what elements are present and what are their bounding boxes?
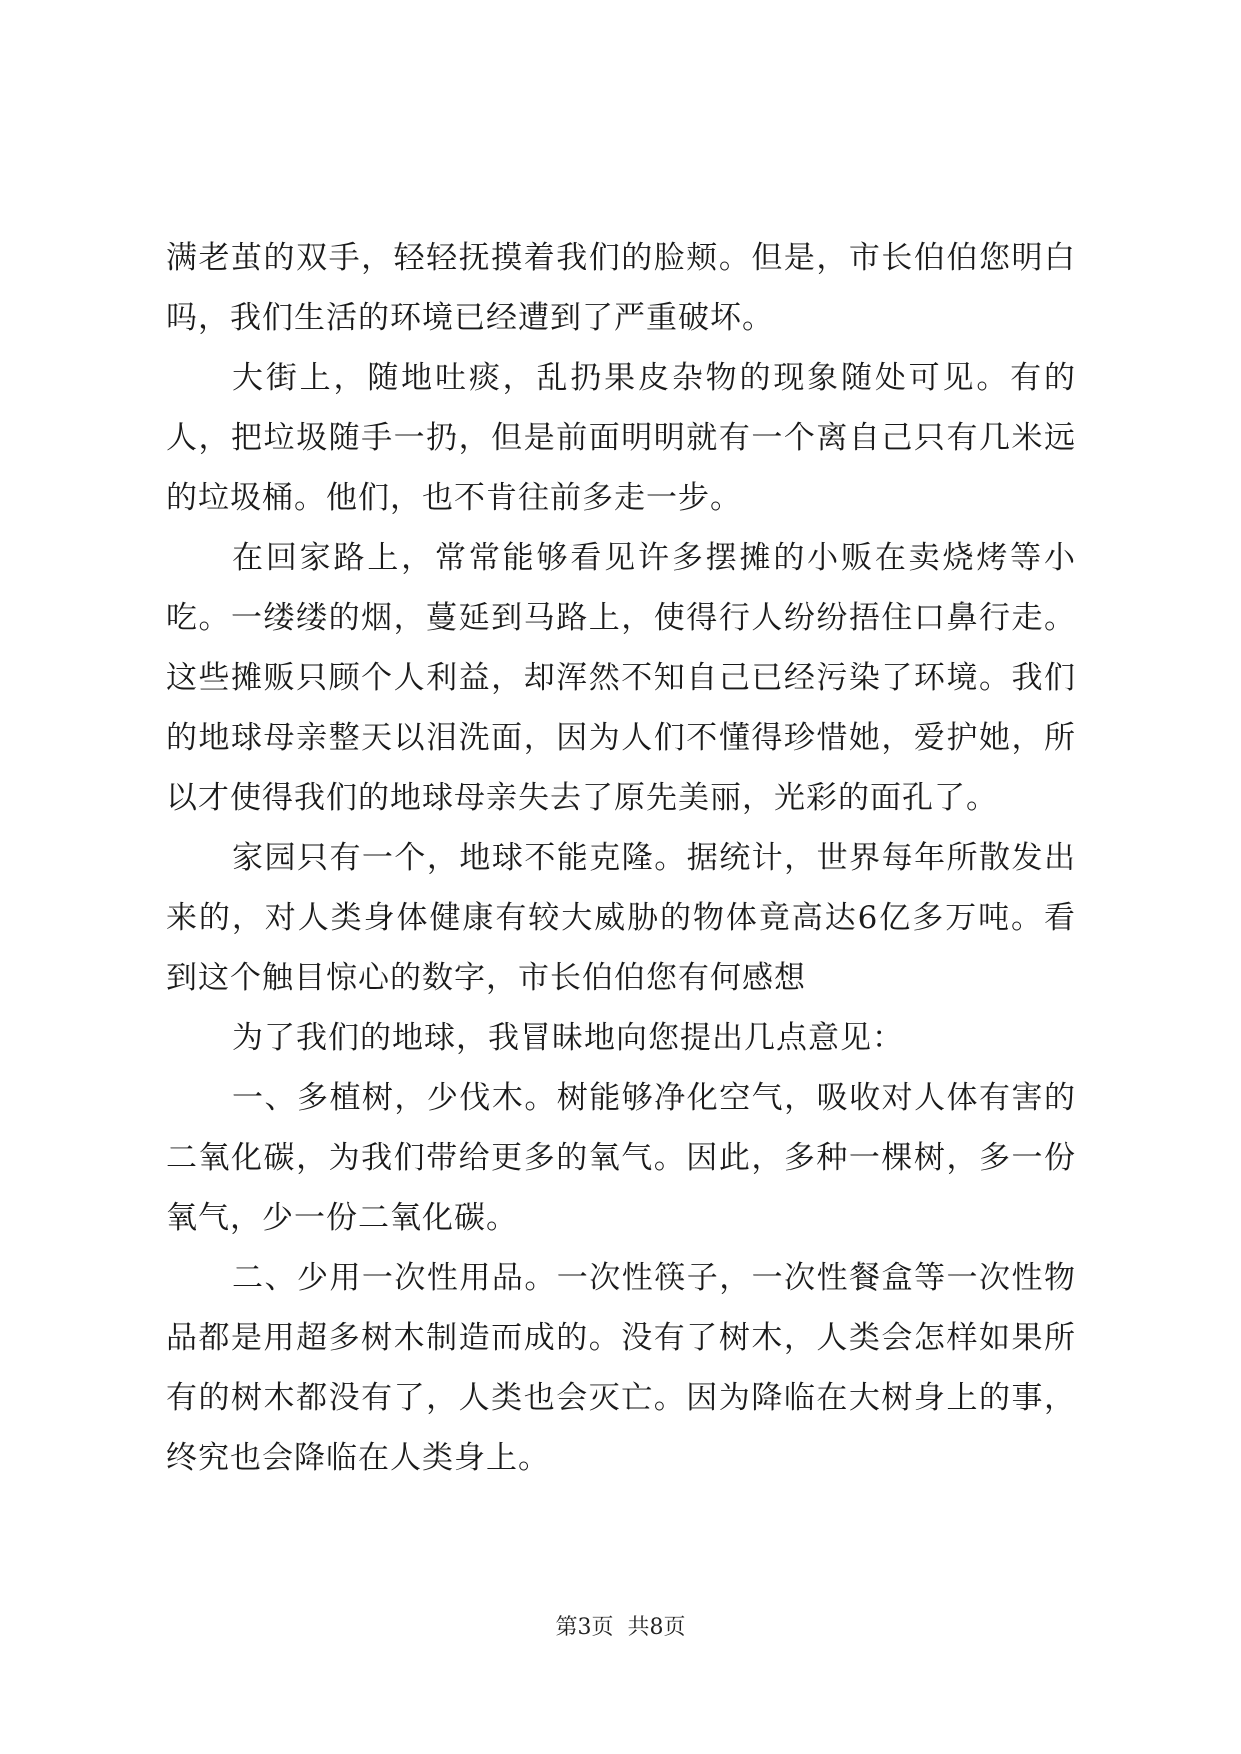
paragraph-suggestions-intro: 为了我们的地球，我冒昧地向您提出几点意见： [232,1020,904,1056]
paragraph-street-vendors: 在回家路上，常常能够看见许多摆摊的小贩在卖烧烤等小吃。一缕缕的烟，蔓延到马路上，使得行人纷纷捂住口鼻行走。这些摊贩只顾个人利益，却浑然不知自己已经污染了环境。我们的地球母亲整天以泪洗面，因为人们不懂得珍惜她，爱护她，所以才使得我们的地球母亲失去了原先美丽，光彩的面孔了。 [166,540,1076,816]
document-body [166,228,1076,1488]
paragraph-continuation: 满老茧的双手，轻轻抚摸着我们的脸颊。但是，市长伯伯您明白吗，我们生活的环境已经遭到了严重破坏。 [166,240,1076,336]
paragraph-statistics: 家园只有一个，地球不能克隆。据统计，世界每年所散发出来的，对人类身体健康有较大威胁的物体竟高达6亿多万吨。看到这个触目惊心的数字，市长伯伯您有何感想 [166,840,1076,996]
paragraph-street-litter: 大街上，随地吐痰，乱扔果皮杂物的现象随处可见。有的人，把垃圾随手一扔，但是前面明明就有一个离自己只有几米远的垃圾桶。他们，也不肯往前多走一步。 [166,360,1076,516]
page-number: 第3页 共8页 [555,1615,686,1640]
page-footer [0,1610,1241,1641]
paragraph-suggestion-one: 一、多植树，少伐木。树能够净化空气，吸收对人体有害的二氧化碳，为我们带给更多的氧气。因此，多种一棵树，多一份氧气，少一份二氧化碳。 [166,1080,1076,1236]
paragraph-suggestion-two: 二、少用一次性用品。一次性筷子，一次性餐盒等一次性物品都是用超多树木制造而成的。没有了树木，人类会怎样如果所有的树木都没有了，人类也会灭亡。因为降临在大树身上的事，终究也会降临在人类身上。 [166,1260,1076,1476]
